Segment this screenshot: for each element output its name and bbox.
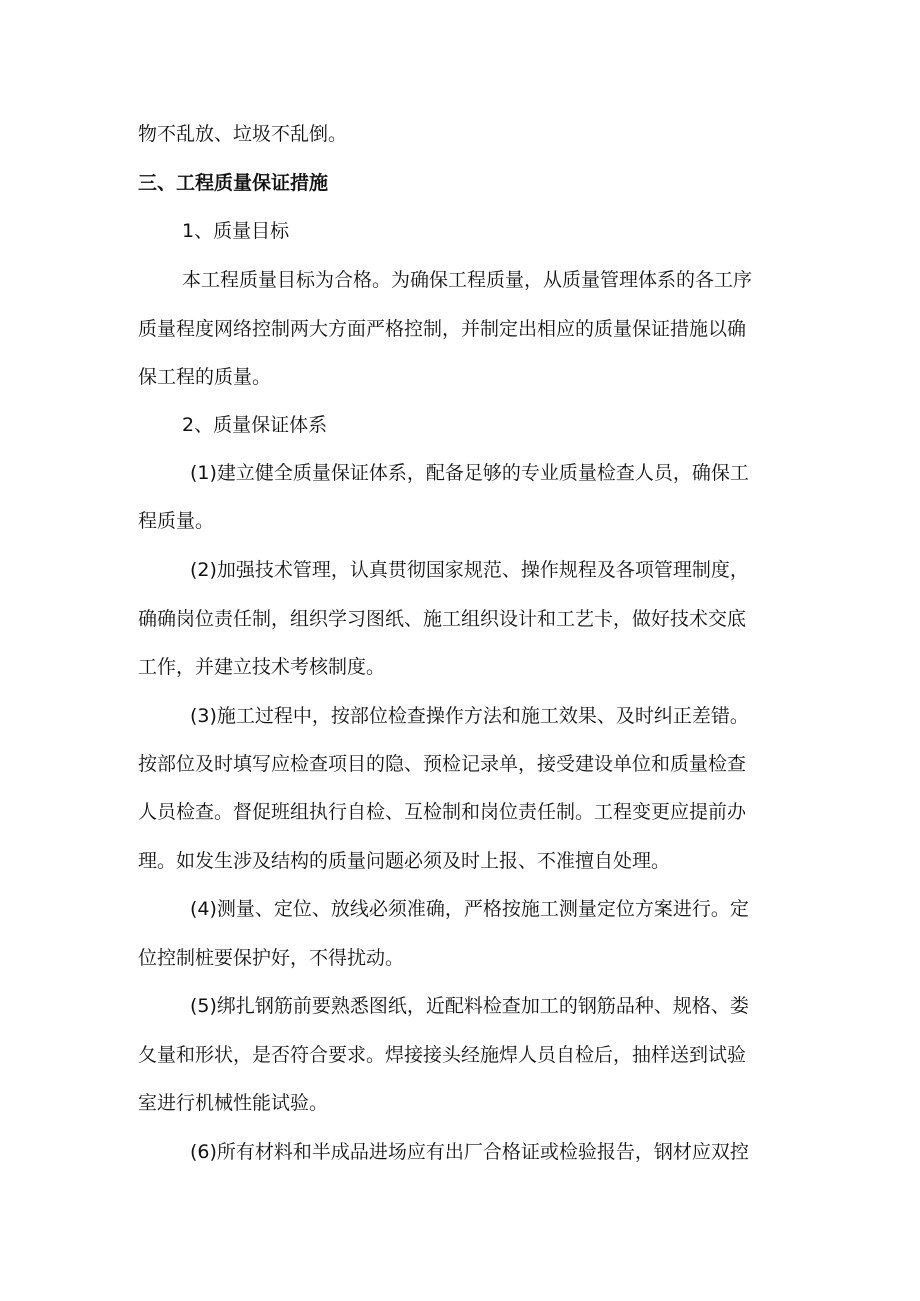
paragraph-line: 物不乱放、垃圾不乱倒。 [138, 123, 348, 145]
list-item-line: 室进行机械性能试验。 [138, 1092, 329, 1114]
list-item-line: 程质量。 [138, 510, 215, 532]
subsection-heading: 2、质量保证体系 [182, 414, 328, 436]
list-item-line: (3)施工过程中，按部位检查操作方法和施工效果、及时纠正差错。 [190, 705, 749, 727]
section-heading: 三、工程质量保证措施 [138, 172, 329, 194]
list-item-line: (5)绑扎钢筋前要熟悉图纸，近配料检查加工的钢筋品种、规格、娄 [190, 995, 749, 1017]
list-item-line: 理。如发生涉及结构的质量问题必须及时上报、不准擅自处理。 [138, 850, 671, 872]
paragraph-line: 质量程度网络控制两大方面严格控制，并制定出相应的质量保证措施以确 [138, 318, 747, 340]
list-item-line: 工作，并建立技术考核制度。 [138, 656, 386, 678]
subsection-heading: 1、质量目标 [182, 220, 290, 242]
list-item-line: (1)建立健全质量保证体系，配备足够的专业质量检查人员，确保工 [190, 462, 749, 484]
list-item-line: 夂量和形状，是否符合要求。焊接接头经施焊人员自检后，抽样送到试验 [138, 1044, 747, 1066]
list-item-line: 确确岗位责任制，组织学习图纸、施工组织设计和工艺卡，做好技术交底 [138, 608, 747, 630]
paragraph-line: 保工程的质量。 [138, 366, 272, 388]
list-item-line: (4)测量、定位、放线必须准确，严格按施工测量定位方案进行。定 [190, 898, 749, 920]
list-item-line: 位控制桩要保护好，不得扰动。 [138, 947, 405, 969]
list-item-line: (6)所有材料和半成品进场应有出厂合格证或检验报告，钢材应双控 [190, 1141, 749, 1163]
paragraph-line: 本工程质量目标为合格。为确保工程质量，从质量管理体系的各工序 [182, 269, 753, 291]
list-item-line: (2)加强技术管理，认真贯彻国家规范、操作规程及各项管理制度， [190, 559, 749, 581]
list-item-line: 按部位及时填写应检查项目的隐、预检记录单，接受建设单位和质量检查 [138, 753, 747, 775]
list-item-line: 人员检查。督促班组执行自检、互检制和岗位责任制。工程变更应提前办 [138, 801, 747, 823]
